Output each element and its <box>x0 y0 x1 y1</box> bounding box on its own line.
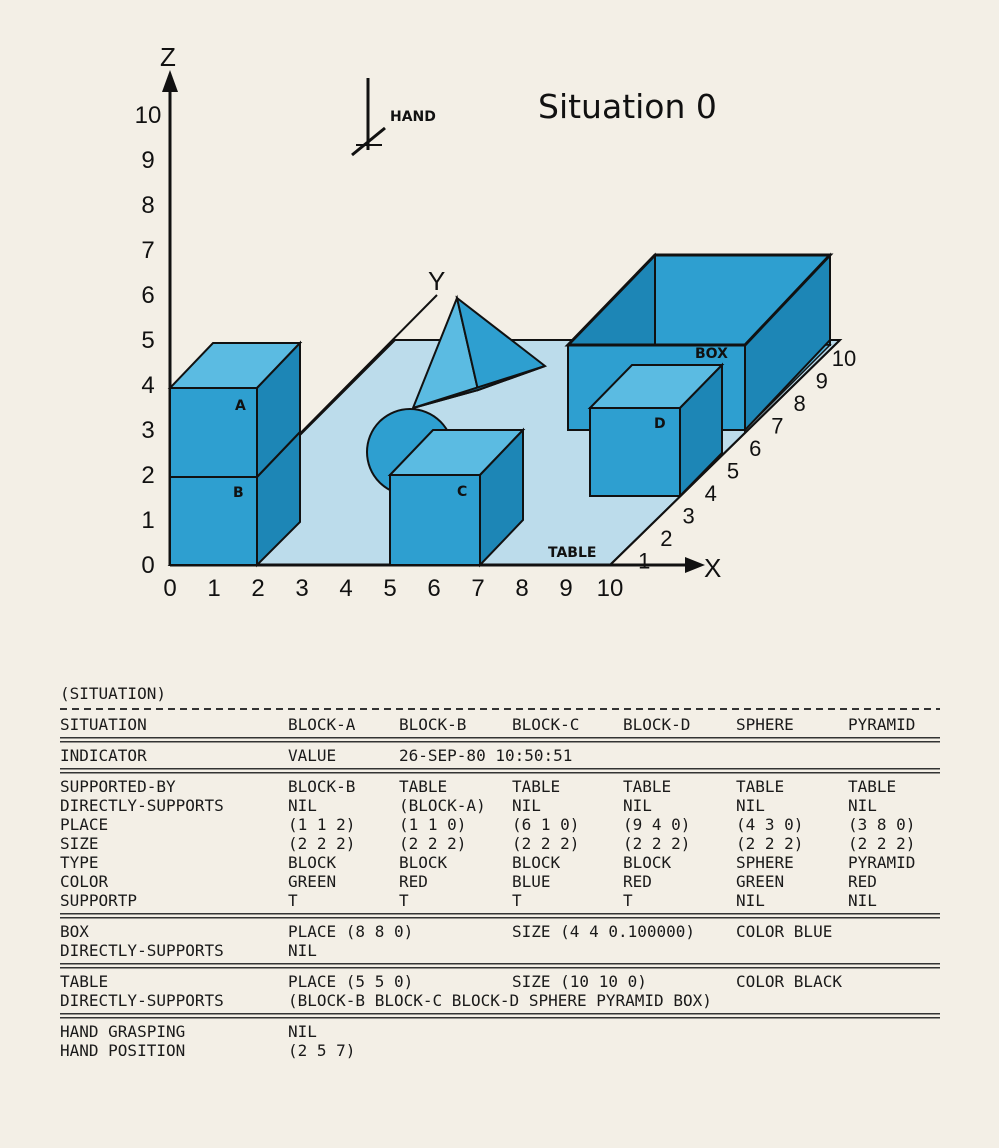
column-header: BLOCK-C <box>512 715 580 734</box>
attribute-value: (2 2 2) <box>288 834 356 853</box>
column-header: BLOCK-A <box>288 715 356 734</box>
box-label: BOX <box>695 346 728 362</box>
block-d-front <box>590 408 680 496</box>
y-tick-label: 5 <box>726 458 740 484</box>
attribute-value: T <box>399 891 409 910</box>
x-tick-label: 7 <box>471 575 485 602</box>
attribute-value: PYRAMID <box>848 853 916 872</box>
attribute-row <box>60 853 960 872</box>
block-b-label: B <box>233 485 244 501</box>
y-tick-label: 9 <box>815 368 828 394</box>
x-tick-label: 6 <box>427 575 441 602</box>
attribute-value: T <box>512 891 522 910</box>
box-supports-row <box>60 941 960 960</box>
attribute-value: TABLE <box>623 777 672 796</box>
attribute-row <box>60 891 960 910</box>
x-tick-label: 1 <box>207 575 221 602</box>
attribute-value: GREEN <box>736 872 785 891</box>
z-tick-label: 3 <box>141 417 155 444</box>
z-tick-label: 7 <box>141 237 155 264</box>
y-tick-label: 6 <box>749 436 762 461</box>
column-header: PYRAMID <box>848 715 916 734</box>
column-header: SPHERE <box>736 715 794 734</box>
y-tick-label: 8 <box>793 391 806 416</box>
hand-position: (2 5 7) <box>288 1041 356 1060</box>
z-tick-label: 6 <box>141 282 155 309</box>
attribute-row <box>60 777 960 796</box>
attribute-value: BLOCK <box>399 853 448 872</box>
attribute-value: RED <box>399 872 428 891</box>
attribute-value: (2 2 2) <box>399 834 467 853</box>
indicator-row <box>60 746 960 765</box>
hand-grasping-label: HAND GRASPING <box>60 1022 186 1041</box>
separator <box>60 735 940 745</box>
attribute-value: NIL <box>512 796 541 815</box>
table-supports-row <box>60 991 960 1010</box>
attribute-value: (BLOCK-A) <box>399 796 486 815</box>
y-tick-label: 4 <box>704 481 717 506</box>
z-tick-label: 4 <box>141 372 155 399</box>
z-tick-label: 10 <box>134 102 162 129</box>
block-b-front <box>170 477 257 565</box>
y-tick-label: 10 <box>831 346 857 371</box>
separator <box>60 766 940 776</box>
y-tick-label: 1 <box>638 548 651 574</box>
z-tick-label: 9 <box>141 147 155 174</box>
attribute-value: (2 2 2) <box>623 834 691 853</box>
separator <box>60 1011 940 1021</box>
x-tick-label: 9 <box>559 575 573 602</box>
attribute-value: NIL <box>288 796 317 815</box>
y-tick-label: 3 <box>682 503 695 529</box>
attribute-value: (2 2 2) <box>512 834 580 853</box>
attribute-value: (3 8 0) <box>848 815 916 834</box>
column-header: SITUATION <box>60 715 147 734</box>
attribute-value: (4 3 0) <box>736 815 804 834</box>
z-axis-label: Z <box>160 42 176 72</box>
table-size: SIZE (10 10 0) <box>512 972 647 991</box>
x-tick-label: 0 <box>163 575 177 602</box>
attribute-label: DIRECTLY-SUPPORTS <box>60 796 224 815</box>
title: Situation 0 <box>538 87 717 126</box>
attribute-value: NIL <box>848 796 877 815</box>
attribute-value: TABLE <box>848 777 897 796</box>
x-tick-label: 10 <box>596 575 624 602</box>
attribute-value: BLOCK <box>288 853 337 872</box>
box-supports: NIL <box>288 941 317 960</box>
attribute-label: COLOR <box>60 872 109 891</box>
z-tick-labels <box>135 102 162 579</box>
attribute-value: RED <box>623 872 652 891</box>
hand-label: HAND <box>390 109 436 125</box>
indicator-label: INDICATOR <box>60 746 147 765</box>
table-label: TABLE <box>60 972 109 991</box>
separator <box>60 704 940 714</box>
table-supports-label: DIRECTLY-SUPPORTS <box>60 991 224 1010</box>
attribute-value: NIL <box>623 796 652 815</box>
attribute-value: TABLE <box>512 777 561 796</box>
x-tick-label: 2 <box>251 575 265 602</box>
block-d-label: D <box>654 416 666 432</box>
column-header: BLOCK-B <box>399 715 467 734</box>
attribute-value: RED <box>848 872 877 891</box>
attribute-value: T <box>288 891 298 910</box>
attribute-label: PLACE <box>60 815 109 834</box>
hand-grasping: NIL <box>288 1022 317 1041</box>
attribute-value: (9 4 0) <box>623 815 691 834</box>
block-c-label: C <box>457 484 468 500</box>
table-color: COLOR BLACK <box>736 972 842 991</box>
attribute-value: NIL <box>736 891 765 910</box>
hand-position-label: HAND POSITION <box>60 1041 186 1060</box>
separator <box>60 911 940 921</box>
attribute-value: NIL <box>848 891 877 910</box>
table-row <box>60 972 960 991</box>
x-tick-label: 4 <box>339 575 353 602</box>
box-color: COLOR BLUE <box>736 922 833 941</box>
z-tick-label: 0 <box>141 552 155 579</box>
box-supports-label: DIRECTLY-SUPPORTS <box>60 941 224 960</box>
z-tick-label: 5 <box>141 327 155 354</box>
column-header: BLOCK-D <box>623 715 691 734</box>
attribute-value: SPHERE <box>736 853 794 872</box>
attribute-label: SUPPORTED-BY <box>60 777 176 796</box>
attribute-value: (6 1 0) <box>512 815 580 834</box>
attribute-value: (1 1 2) <box>288 815 356 834</box>
y-tick-label: 7 <box>771 413 784 439</box>
z-tick-label: 2 <box>141 462 155 489</box>
attribute-value: BLOCK-B <box>288 777 356 796</box>
attribute-row <box>60 834 960 853</box>
y-tick-label: 2 <box>660 526 673 551</box>
attribute-label: SIZE <box>60 834 99 853</box>
table-supports: (BLOCK-B BLOCK-C BLOCK-D SPHERE PYRAMID BOX) <box>288 991 712 1010</box>
attribute-value: (2 2 2) <box>848 834 916 853</box>
attribute-value: TABLE <box>736 777 785 796</box>
x-tick-labels <box>163 575 623 602</box>
attribute-value: BLOCK <box>623 853 672 872</box>
x-tick-label: 8 <box>515 575 529 602</box>
table-label: TABLE <box>548 545 597 561</box>
x-tick-label: 5 <box>383 575 397 602</box>
x-axis-label: X <box>704 553 722 583</box>
separator <box>60 961 940 971</box>
attribute-label: SUPPORTP <box>60 891 138 910</box>
box-row <box>60 922 960 941</box>
z-tick-label: 1 <box>141 507 155 534</box>
attribute-value: BLUE <box>512 872 551 891</box>
attribute-row <box>60 815 960 834</box>
indicator-value: 26-SEP-80 10:50:51 <box>399 746 573 765</box>
attribute-value: T <box>623 891 633 910</box>
box-place: PLACE (8 8 0) <box>288 922 414 941</box>
attribute-row <box>60 872 960 891</box>
attribute-value: (2 2 2) <box>736 834 804 853</box>
x-tick-label: 3 <box>295 575 309 602</box>
x-axis-arrow <box>685 557 705 573</box>
z-tick-label: 8 <box>141 192 155 219</box>
column-header-row <box>60 715 960 734</box>
z-axis-arrow <box>162 70 178 92</box>
attribute-value: TABLE <box>399 777 448 796</box>
attribute-value: GREEN <box>288 872 337 891</box>
box-label: BOX <box>60 922 89 941</box>
situation-listing <box>60 684 960 1060</box>
block-a-label: A <box>235 398 246 414</box>
hand-position-row <box>60 1041 960 1060</box>
hand-grasping-row <box>60 1022 960 1041</box>
attribute-value: (1 1 0) <box>399 815 467 834</box>
box-size: SIZE (4 4 0.100000) <box>512 922 696 941</box>
attribute-row <box>60 796 960 815</box>
object-attribute-rows <box>60 777 960 910</box>
indicator-value-label: VALUE <box>288 746 337 765</box>
attribute-value: NIL <box>736 796 765 815</box>
listing-header: (SITUATION) <box>60 684 166 703</box>
attribute-value: BLOCK <box>512 853 561 872</box>
y-axis-label: Y <box>428 266 446 296</box>
attribute-label: TYPE <box>60 853 99 872</box>
table-place: PLACE (5 5 0) <box>288 972 414 991</box>
